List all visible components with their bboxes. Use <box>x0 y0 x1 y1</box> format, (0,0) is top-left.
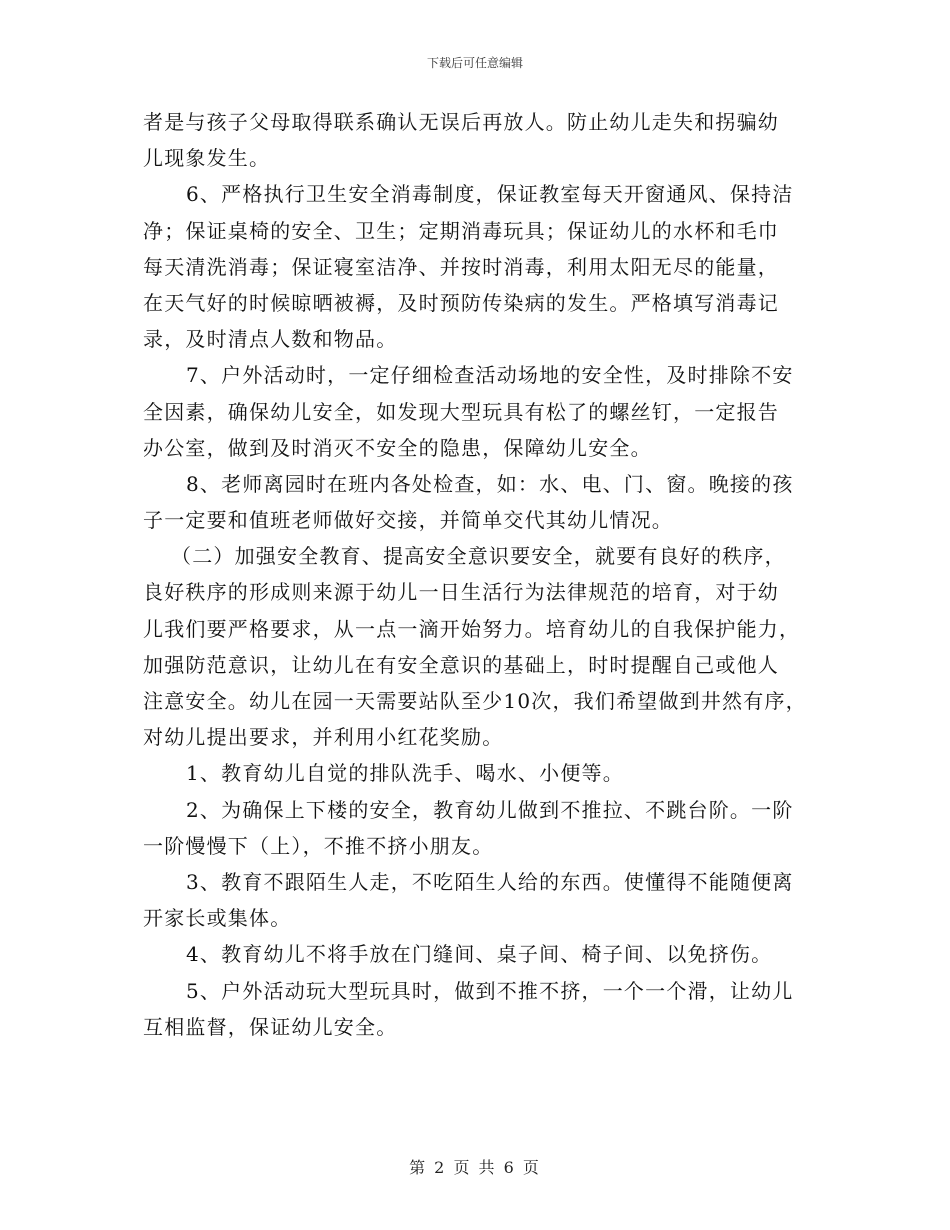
body-line: 4、教育幼儿不将手放在门缝间、桌子间、椅子间、以免挤伤。 <box>186 942 773 967</box>
body-line: 者是与孩子父母取得联系确认无误后再放人。防止幼儿走失和拐骗幼 <box>143 110 779 134</box>
body-line: 8、老师离园时在班内各处检查，如：水、电、门、窗。晚接的孩 <box>186 471 794 496</box>
body-line: 录，及时清点人数和物品。 <box>143 327 398 352</box>
body-line: 儿现象发生。 <box>143 146 271 171</box>
body-line: 净；保证桌椅的安全、卫生；定期消毒玩具；保证幼儿的水杯和毛巾 <box>143 218 779 243</box>
body-line: 一阶慢慢下（上），不推不挤小朋友。 <box>143 833 494 858</box>
body-line: 加强防范意识，让幼儿在有安全意识的基础上，时时提醒自己或他人 <box>143 652 779 677</box>
body-line: 3、教育不跟陌生人走，不吃陌生人给的东西。使懂得不能随便离 <box>186 869 794 894</box>
body-line: 良好秩序的形成则来源于幼儿一日生活行为法律规范的培育，对于幼 <box>143 580 779 605</box>
section-heading-line: （二）加强安全教育、提高安全意识要安全，就要有良好的秩序， <box>171 544 786 569</box>
body-line: 对幼儿提出要求，并利用小红花奖励。 <box>143 725 504 750</box>
body-line: 注意安全。幼儿在园一天需要站队至少10次，我们希望做到井然有序， <box>143 689 807 713</box>
body-line: 开家长或集体。 <box>143 906 292 931</box>
body-line: 全因素，确保幼儿安全，如发现大型玩具有松了的螺丝钉，一定报告 <box>143 399 779 424</box>
page-header: 下载后可任意编辑 <box>426 56 523 70</box>
body-line: 互相监督，保证幼儿安全。 <box>143 1014 398 1039</box>
body-line: 7、户外活动时，一定仔细检查活动场地的安全性，及时排除不安 <box>186 363 794 388</box>
body-line: 2、为确保上下楼的安全，教育幼儿做到不推拉、不跳台阶。一阶 <box>186 797 794 822</box>
body-line: 儿我们要严格要求，从一点一滴开始努力。培育幼儿的自我保护能力， <box>143 616 801 641</box>
body-line: 5、户外活动玩大型玩具时，做到不推不挤，一个一个滑，让幼儿 <box>186 978 794 1003</box>
body-line: 办公室，做到及时消灭不安全的隐患，保障幼儿安全。 <box>143 435 652 460</box>
body-line: 在天气好的时候晾晒被褥，及时预防传染病的发生。严格填写消毒记 <box>143 290 779 315</box>
body-line: 子一定要和值班老师做好交接，并简单交代其幼儿情况。 <box>143 508 673 533</box>
body-line: 1、教育幼儿自觉的排队洗手、喝水、小便等。 <box>186 761 624 786</box>
document-body <box>143 104 813 1045</box>
body-line: 6、严格执行卫生安全消毒制度，保证教室每天开窗通风、保持洁 <box>186 182 794 207</box>
body-line: 每天清洗消毒；保证寝室洁净、并按时消毒，利用太阳无尽的能量， <box>143 254 779 279</box>
page-number: 第 2 页 共 6 页 <box>409 1158 541 1177</box>
